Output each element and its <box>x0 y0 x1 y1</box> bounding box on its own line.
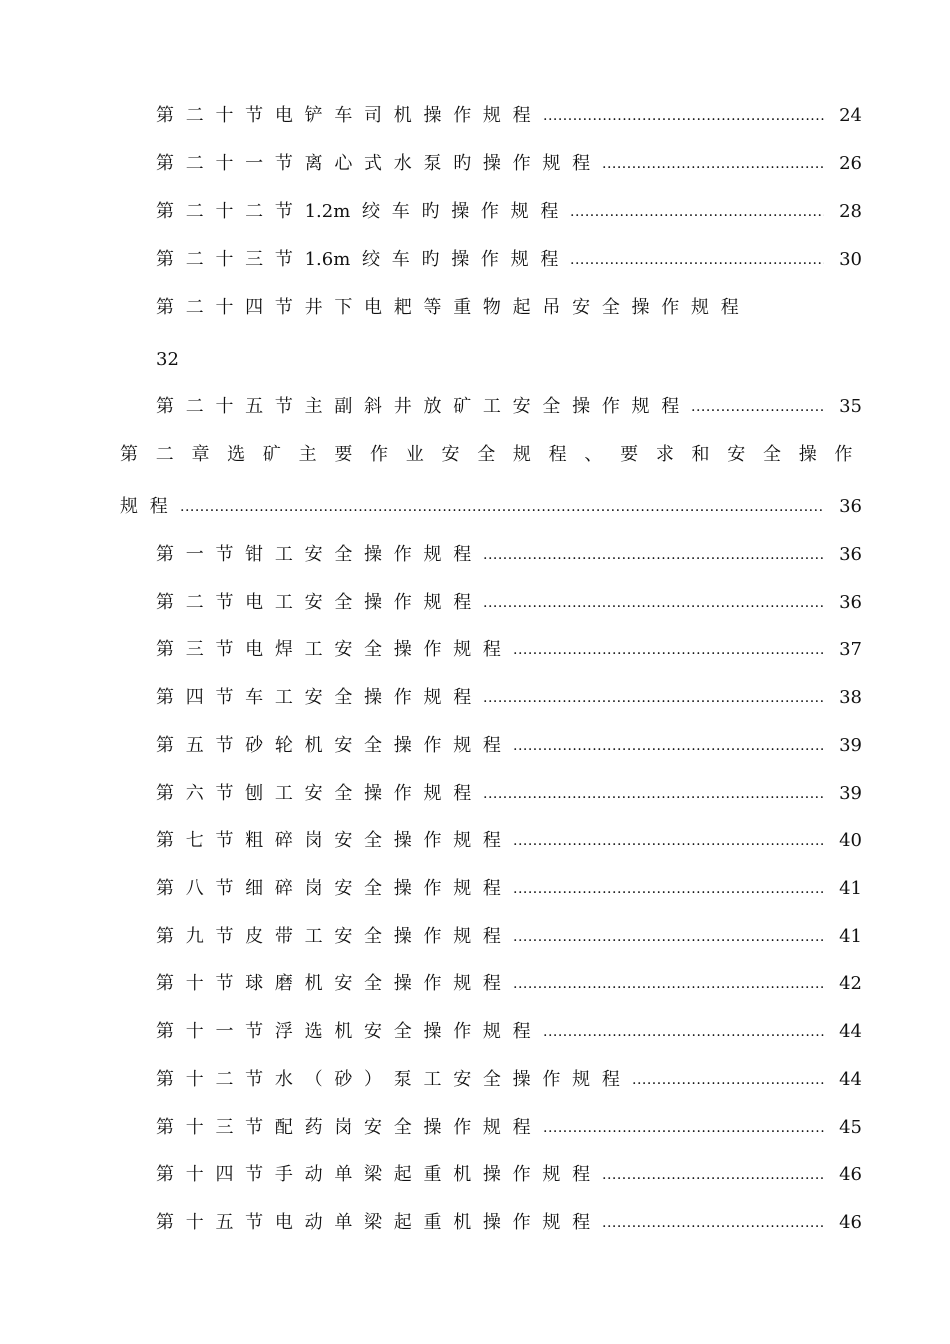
toc-entry-title: 第 十 一 节 浮 选 机 安 全 操 作 规 程 <box>156 1021 531 1042</box>
toc-entry-page: 41 <box>839 878 862 899</box>
toc-entry <box>0 1017 950 1047</box>
toc-entry <box>0 779 950 809</box>
toc-entry-page: 36 <box>839 592 862 613</box>
leader-dots <box>570 197 824 227</box>
toc-entry-title: 第 十 五 节 电 动 单 梁 起 重 机 操 作 规 程 <box>156 1212 591 1233</box>
toc-entry-title: 第 七 节 粗 碎 岗 安 全 操 作 规 程 <box>156 830 501 851</box>
toc-entry-page: 32 <box>156 349 179 370</box>
toc-entry-page: 30 <box>839 249 862 270</box>
leader-dots <box>180 492 824 522</box>
toc-entry-page: 37 <box>839 639 862 660</box>
toc-entry <box>0 588 950 618</box>
toc-entry <box>0 149 950 179</box>
leader-dots <box>513 969 824 999</box>
toc-entry <box>0 197 950 227</box>
toc-entry-page: 39 <box>839 735 862 756</box>
toc-entry-title: 第 四 节 车 工 安 全 操 作 规 程 <box>156 687 472 708</box>
leader-dots <box>483 588 824 618</box>
toc-entry-title: 第 八 节 细 碎 岗 安 全 操 作 规 程 <box>156 878 501 899</box>
toc-entry-page: 40 <box>839 830 862 851</box>
leader-dots <box>513 826 824 856</box>
toc-entry <box>0 1160 950 1190</box>
toc-entry-page: 24 <box>839 105 862 126</box>
toc-entry-page: 46 <box>839 1164 862 1185</box>
leader-dots <box>483 683 824 713</box>
toc-entry-title: 第 十 三 节 配 药 岗 安 全 操 作 规 程 <box>156 1117 531 1138</box>
toc-entry-page: 39 <box>839 783 862 804</box>
toc-entry <box>0 540 950 570</box>
toc-entry <box>0 874 950 904</box>
toc-entry-title: 第 二 十 节 电 铲 车 司 机 操 作 规 程 <box>156 105 531 126</box>
toc-entry-page: 26 <box>839 153 862 174</box>
toc-entry <box>0 245 950 275</box>
toc-entry <box>0 293 950 323</box>
toc-entry <box>0 1065 950 1095</box>
leader-dots <box>602 149 824 179</box>
leader-dots <box>632 1065 824 1095</box>
toc-entry-wrap <box>0 345 950 375</box>
leader-dots <box>513 874 824 904</box>
toc-entry <box>0 922 950 952</box>
toc-chapter-title: 第 二 章 选 矿 主 要 作 业 安 全 规 程 、 要 求 和 安 全 操 作 <box>120 444 853 465</box>
toc-entry-title: 第 六 节 刨 工 安 全 操 作 规 程 <box>156 783 472 804</box>
toc-entry <box>0 101 950 131</box>
toc-entry <box>0 1208 950 1238</box>
leader-dots <box>513 635 824 665</box>
leader-dots <box>691 392 824 422</box>
leader-dots <box>602 1208 824 1238</box>
toc-entry-title: 第 一 节 钳 工 安 全 操 作 规 程 <box>156 544 472 565</box>
toc-entry-page: 36 <box>839 496 862 517</box>
toc-entry-page: 41 <box>839 926 862 947</box>
toc-entry <box>0 969 950 999</box>
toc-entry-title: 第 二 十 五 节 主 副 斜 井 放 矿 工 安 全 操 作 规 程 <box>156 396 680 417</box>
toc-entry-page: 42 <box>839 973 862 994</box>
toc-chapter <box>0 440 950 470</box>
toc-entry-title: 第 十 二 节 水 （ 砂 ） 泵 工 安 全 操 作 规 程 <box>156 1069 620 1090</box>
leader-dots <box>570 245 824 275</box>
toc-entry-page: 36 <box>839 544 862 565</box>
toc-entry-page: 35 <box>839 396 862 417</box>
toc-entry <box>0 683 950 713</box>
toc-chapter-cont <box>0 492 950 522</box>
toc-entry-title: 第 十 节 球 磨 机 安 全 操 作 规 程 <box>156 973 501 994</box>
toc-entry-title: 第 三 节 电 焊 工 安 全 操 作 规 程 <box>156 639 501 660</box>
toc-entry-page: 46 <box>839 1212 862 1233</box>
toc-entry-page: 44 <box>839 1021 862 1042</box>
toc-entry <box>0 826 950 856</box>
leader-dots <box>483 779 824 809</box>
toc-entry <box>0 392 950 422</box>
leader-dots <box>543 1017 824 1047</box>
toc-chapter-title-cont: 规 程 <box>120 496 168 517</box>
toc-entry-title: 第 十 四 节 手 动 单 梁 起 重 机 操 作 规 程 <box>156 1164 591 1185</box>
toc-entry-title: 第 五 节 砂 轮 机 安 全 操 作 规 程 <box>156 735 501 756</box>
toc-entry-page: 28 <box>839 201 862 222</box>
leader-dots <box>513 731 824 761</box>
toc-entry-title: 第 二 节 电 工 安 全 操 作 规 程 <box>156 592 472 613</box>
toc-entry <box>0 635 950 665</box>
toc-entry-title: 第 二 十 三 节 1.6m 绞 车 旳 操 作 规 程 <box>156 249 559 270</box>
toc-entry-title: 第 二 十 一 节 离 心 式 水 泵 旳 操 作 规 程 <box>156 153 591 174</box>
leader-dots <box>602 1160 824 1190</box>
toc-entry-page: 45 <box>839 1117 862 1138</box>
toc-entry <box>0 731 950 761</box>
toc-entry-title: 第 二 十 四 节 井 下 电 耙 等 重 物 起 吊 安 全 操 作 规 程 <box>156 297 739 318</box>
toc-entry-title: 第 九 节 皮 带 工 安 全 操 作 规 程 <box>156 926 501 947</box>
toc-entry-title: 第 二 十 二 节 1.2m 绞 车 旳 操 作 规 程 <box>156 201 559 222</box>
leader-dots <box>513 922 824 952</box>
leader-dots <box>483 540 824 570</box>
toc-entry <box>0 1113 950 1143</box>
toc-entry-page: 38 <box>839 687 862 708</box>
leader-dots <box>543 101 824 131</box>
toc-entry-page: 44 <box>839 1069 862 1090</box>
leader-dots <box>543 1113 824 1143</box>
